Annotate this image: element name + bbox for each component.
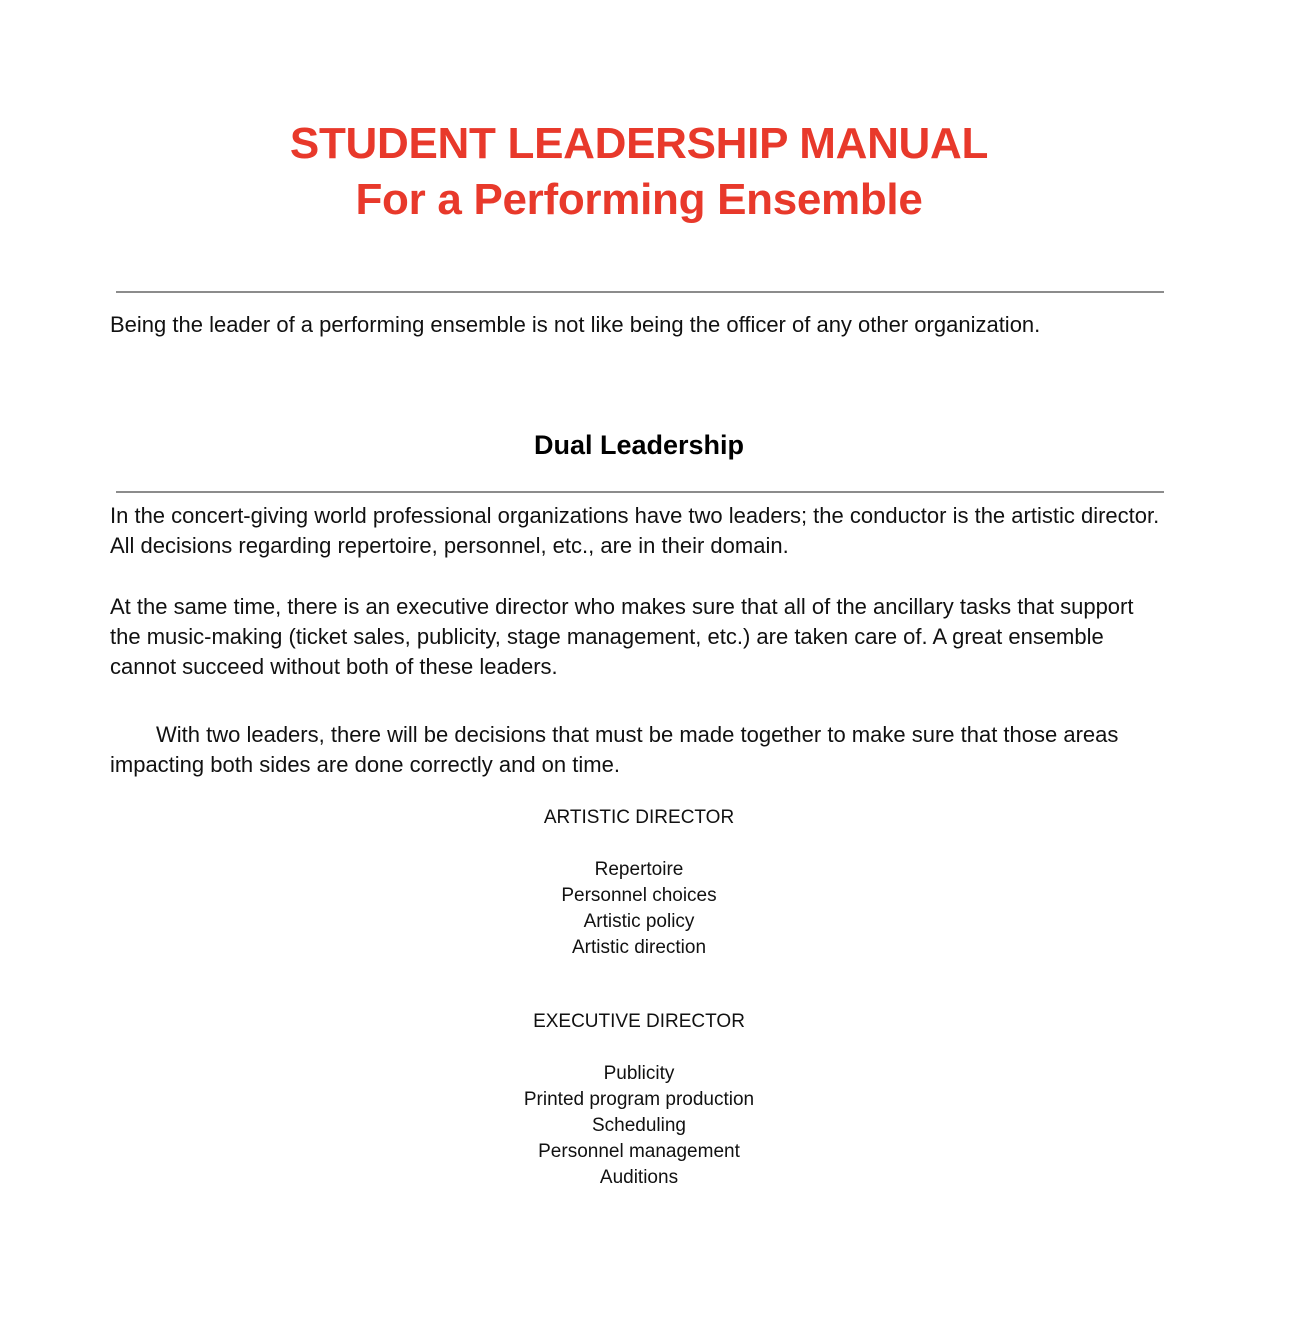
list-item: Scheduling xyxy=(591,1115,687,1136)
body-paragraph: With two leaders, there will be decisions that must be made together to make sure that those areas impacting both sides are done correctly and on time. xyxy=(110,722,1119,777)
body-paragraph: In the concert-giving world professional organizations have two leaders; the conductor is the artistic director. All decisions regarding repertoire, personnel, etc., are in their domain. xyxy=(110,503,1160,558)
title-line-main: STUDENT LEADERSHIP MANUAL xyxy=(289,119,989,168)
list-item: Artistic policy xyxy=(583,911,695,932)
role-heading: EXECUTIVE DIRECTOR xyxy=(533,1011,745,1032)
body-paragraph: At the same time, there is an executive director who makes sure that all of the ancillary tasks that support the music-making (ticket sales, publicity, stage management, etc.) are taken care of. A great ensemble cannot succeed without both of these leaders. xyxy=(110,594,1134,679)
executive-director-section xyxy=(0,1009,1278,1191)
artistic-director-section xyxy=(0,805,1278,961)
role-responsibilities-list xyxy=(0,857,1278,961)
list-item: Printed program production xyxy=(523,1089,755,1110)
horizontal-divider xyxy=(116,291,1164,293)
list-item: Publicity xyxy=(603,1063,675,1084)
document-title xyxy=(0,116,1278,228)
section-heading: Dual Leadership xyxy=(533,430,745,460)
role-responsibilities-list xyxy=(0,1061,1278,1191)
list-item: Personnel choices xyxy=(561,885,717,906)
list-item: Artistic direction xyxy=(571,937,707,958)
title-line-subtitle: For a Performing Ensemble xyxy=(355,175,923,224)
list-item: Auditions xyxy=(599,1167,679,1188)
intro-paragraph: Being the leader of a performing ensemble is not like being the officer of any other organization. xyxy=(110,312,1041,337)
horizontal-divider xyxy=(116,491,1164,493)
list-item: Personnel management xyxy=(538,1141,740,1162)
role-heading: ARTISTIC DIRECTOR xyxy=(543,807,735,828)
list-item: Repertoire xyxy=(594,859,684,880)
